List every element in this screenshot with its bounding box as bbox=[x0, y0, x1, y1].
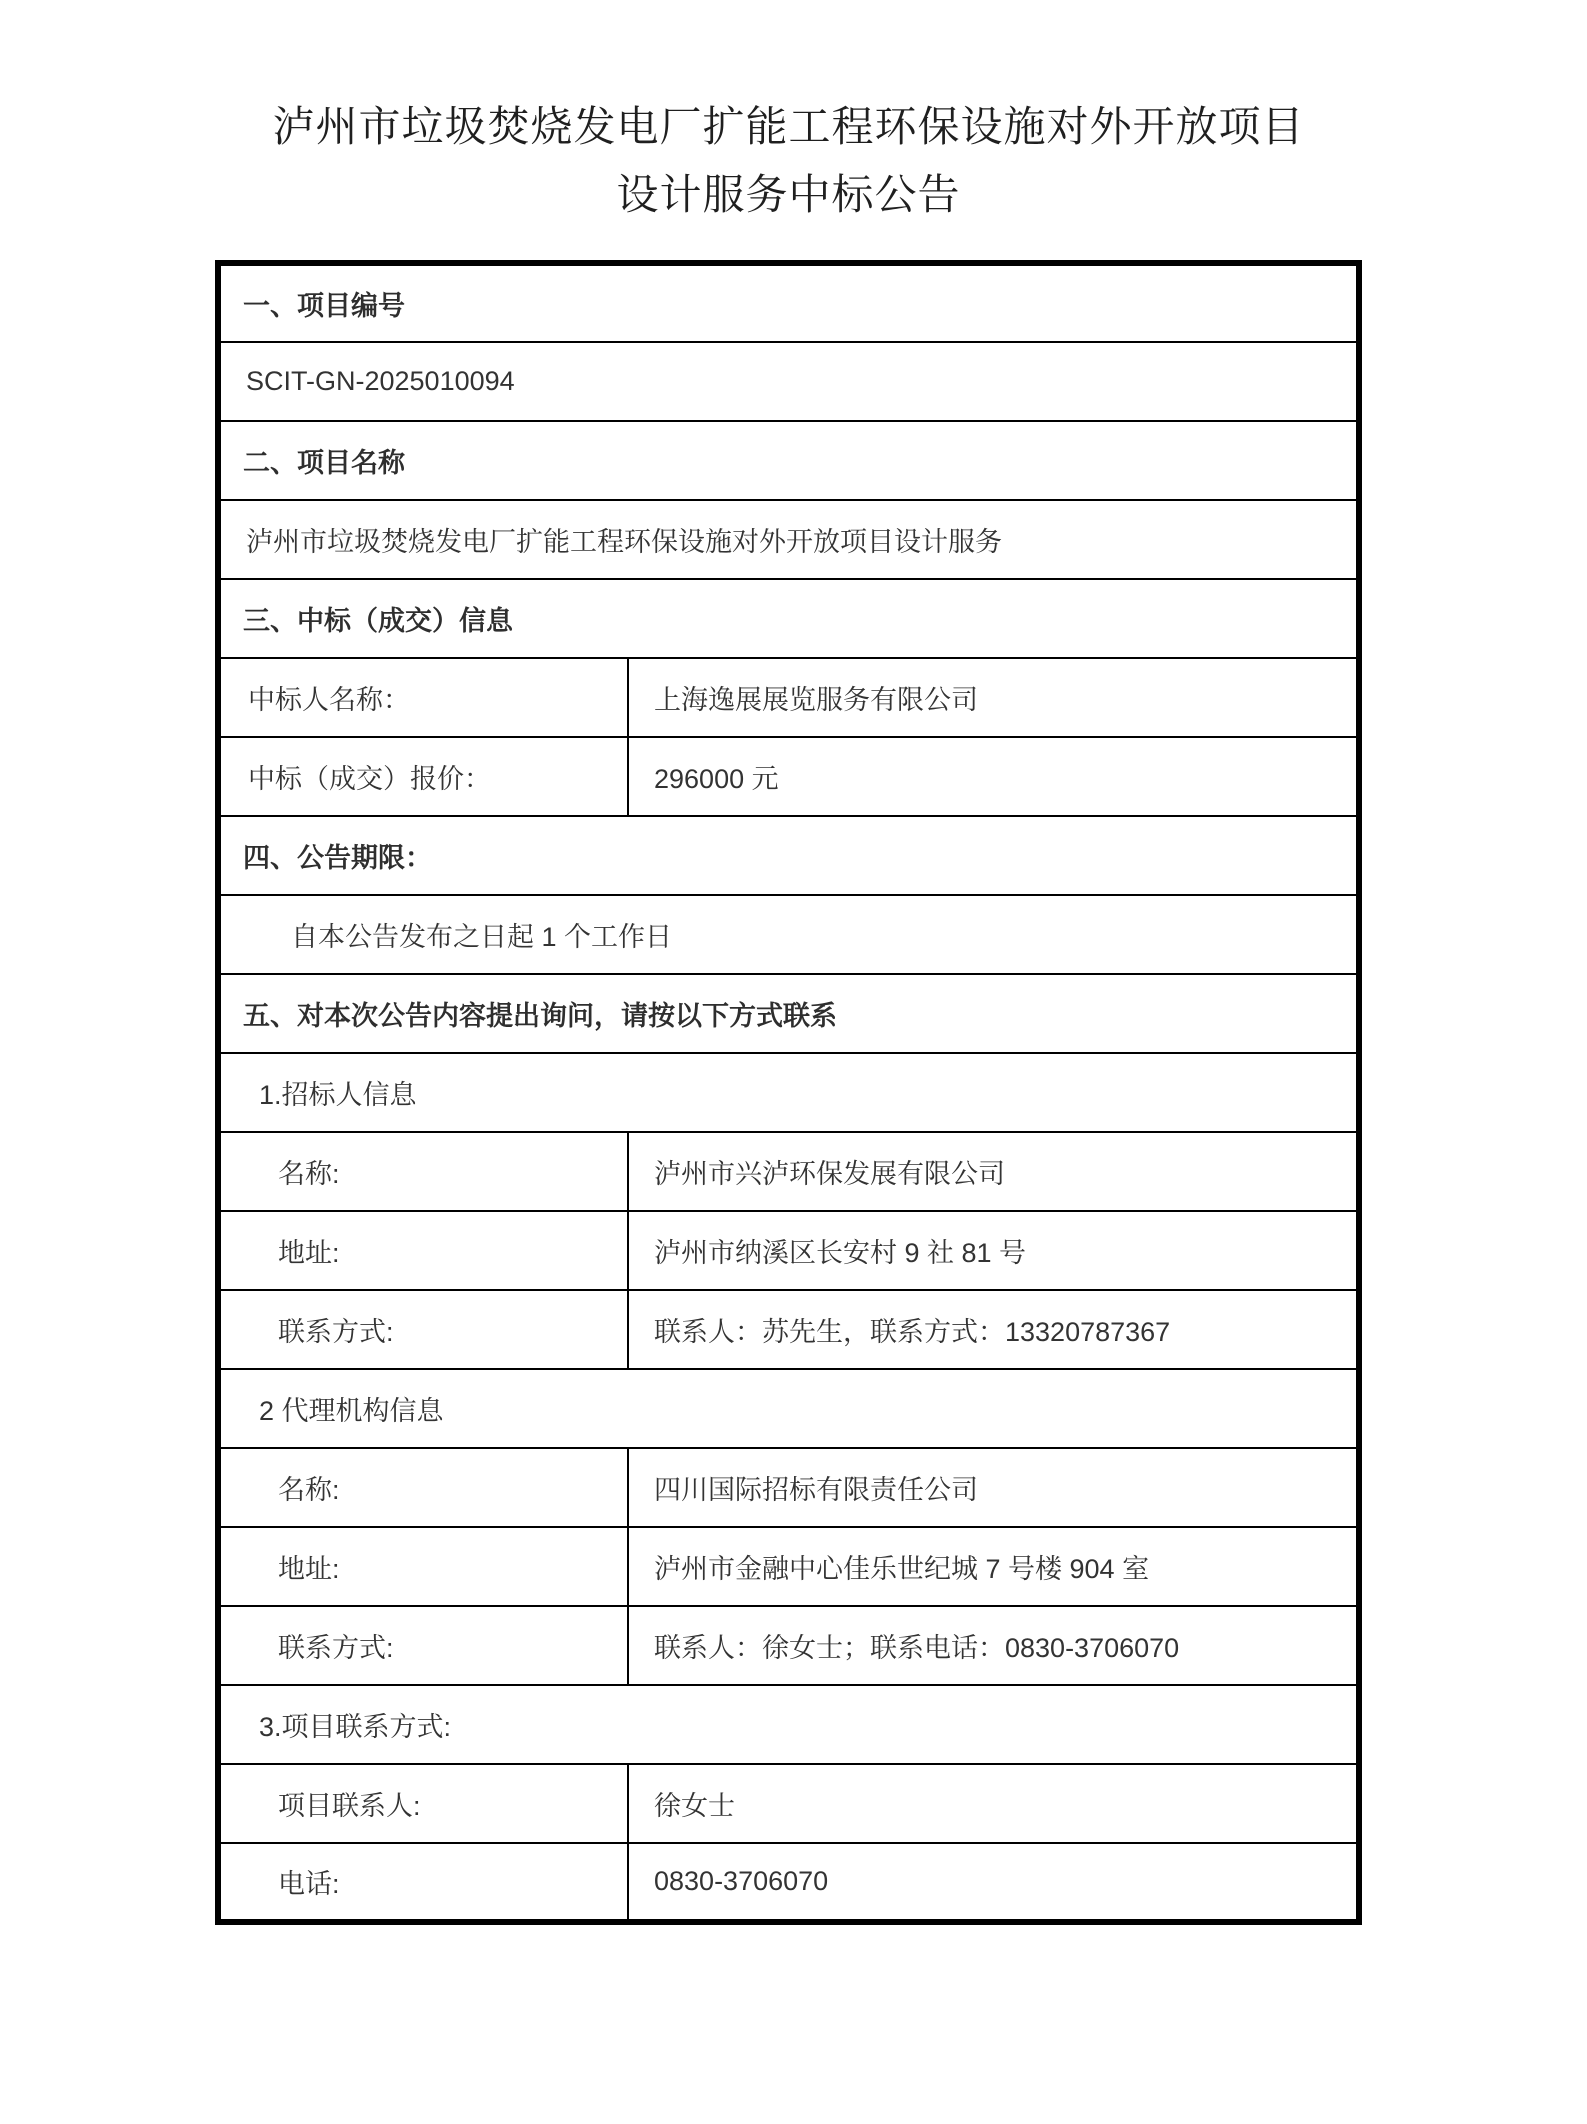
value-cell: 泸州市金融中心佳乐世纪城 7 号楼 904 室 bbox=[628, 1527, 1359, 1606]
value-cell: 上海逸展展览服务有限公司 bbox=[628, 658, 1359, 737]
section-header-cell: 五、对本次公告内容提出询问，请按以下方式联系 bbox=[218, 974, 1359, 1053]
section-header-cell: 四、公告期限： bbox=[218, 816, 1359, 895]
section-header-cell: 一、项目编号 bbox=[218, 263, 1359, 342]
subsection-header-cell: 3.项目联系方式: bbox=[218, 1685, 1359, 1764]
table-row bbox=[218, 895, 1359, 974]
value-cell: 泸州市垃圾焚烧发电厂扩能工程环保设施对外开放项目设计服务 bbox=[218, 500, 1359, 579]
table-row bbox=[218, 500, 1359, 579]
value-cell: 泸州市纳溪区长安村 9 社 81 号 bbox=[628, 1211, 1359, 1290]
subsection-header-cell: 2 代理机构信息 bbox=[218, 1369, 1359, 1448]
label-cell: 联系方式: bbox=[218, 1290, 628, 1369]
value-cell: 徐女士 bbox=[628, 1764, 1359, 1843]
table-row bbox=[218, 1606, 1359, 1685]
table-row bbox=[218, 263, 1359, 342]
label-cell: 名称: bbox=[218, 1448, 628, 1527]
page-title-line1: 泸州市垃圾焚烧发电厂扩能工程环保设施对外开放项目 bbox=[272, 105, 1305, 151]
label-cell: 中标人名称： bbox=[218, 658, 628, 737]
table-row bbox=[218, 1764, 1359, 1843]
label-cell: 联系方式: bbox=[218, 1606, 628, 1685]
section-header-cell: 二、项目名称 bbox=[218, 421, 1359, 500]
value-cell: 联系人：徐女士；联系电话：0830-3706070 bbox=[628, 1606, 1359, 1685]
label-cell: 地址: bbox=[218, 1211, 628, 1290]
table-row bbox=[218, 1527, 1359, 1606]
value-cell: SCIT-GN-2025010094 bbox=[218, 342, 1359, 421]
table-row bbox=[218, 1290, 1359, 1369]
value-cell: 296000 元 bbox=[628, 737, 1359, 816]
label-cell: 电话: bbox=[218, 1843, 628, 1922]
table-row bbox=[218, 579, 1359, 658]
label-cell: 中标（成交）报价： bbox=[218, 737, 628, 816]
table-row bbox=[218, 342, 1359, 421]
announcement-table bbox=[215, 260, 1362, 1925]
table-row bbox=[218, 737, 1359, 816]
table-row bbox=[218, 816, 1359, 895]
table-row bbox=[218, 1369, 1359, 1448]
label-cell: 名称: bbox=[218, 1132, 628, 1211]
subsection-header-cell: 1.招标人信息 bbox=[218, 1053, 1359, 1132]
table-row bbox=[218, 1211, 1359, 1290]
label-cell: 地址: bbox=[218, 1527, 628, 1606]
section-header-cell: 三、中标（成交）信息 bbox=[218, 579, 1359, 658]
table-row bbox=[218, 658, 1359, 737]
table-row bbox=[218, 1132, 1359, 1211]
value-cell: 0830-3706070 bbox=[628, 1843, 1359, 1922]
value-cell: 四川国际招标有限责任公司 bbox=[628, 1448, 1359, 1527]
table-row bbox=[218, 1843, 1359, 1922]
table-row bbox=[218, 1053, 1359, 1132]
announcement-table-body bbox=[218, 263, 1359, 1922]
label-cell: 项目联系人: bbox=[218, 1764, 628, 1843]
table-row bbox=[218, 974, 1359, 1053]
table-row bbox=[218, 1448, 1359, 1527]
page-title-line2: 设计服务中标公告 bbox=[616, 173, 961, 219]
value-cell: 自本公告发布之日起 1 个工作日 bbox=[218, 895, 1359, 974]
page-title bbox=[215, 0, 1362, 230]
table-row bbox=[218, 421, 1359, 500]
value-cell: 联系人：苏先生，联系方式：13320787367 bbox=[628, 1290, 1359, 1369]
value-cell: 泸州市兴泸环保发展有限公司 bbox=[628, 1132, 1359, 1211]
table-row bbox=[218, 1685, 1359, 1764]
